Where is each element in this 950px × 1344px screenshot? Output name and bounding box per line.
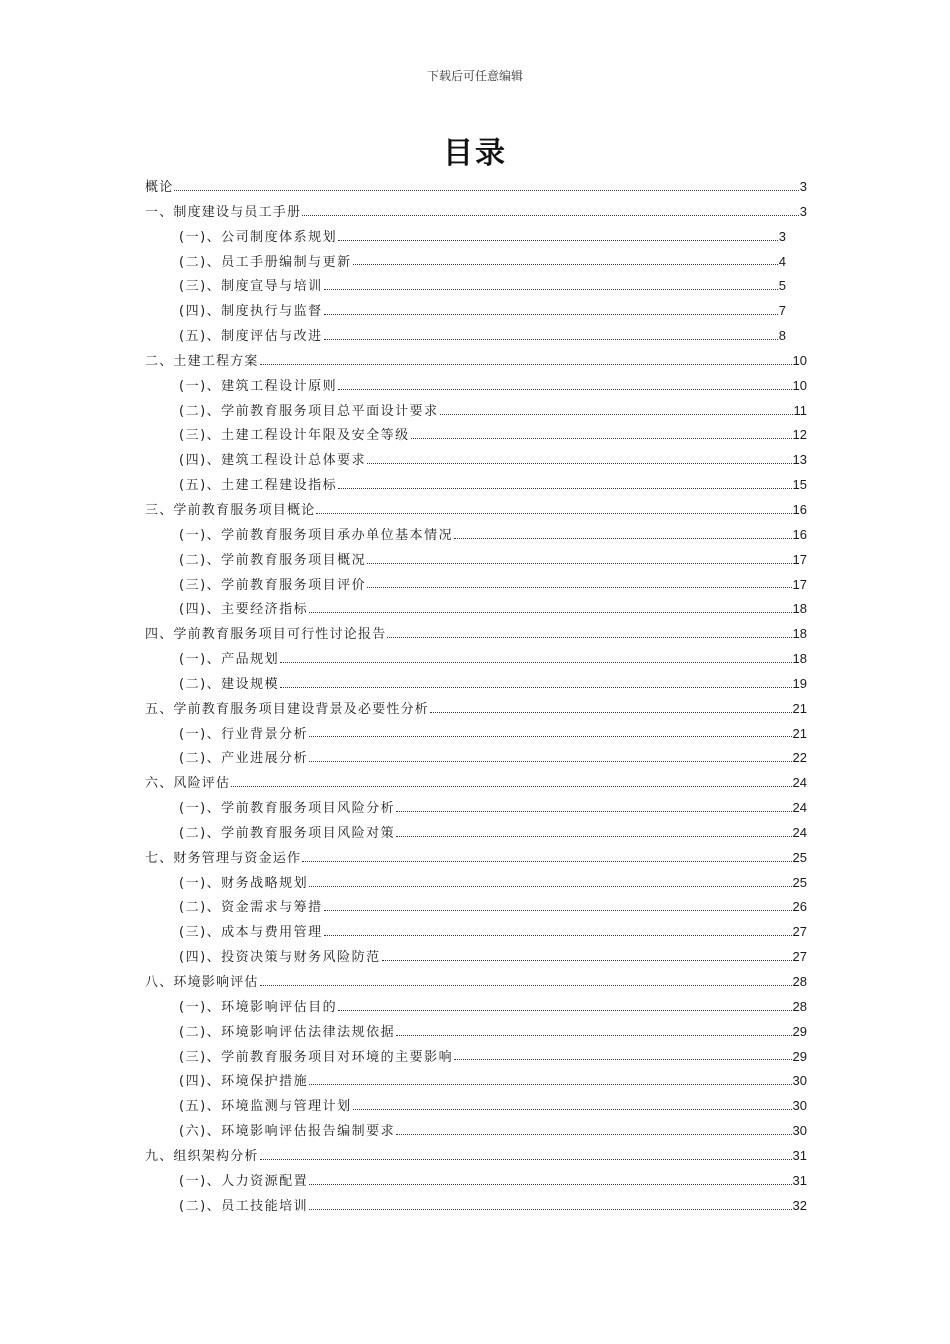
toc-entry-label: (五)、土建工程建设指标 [179, 478, 338, 494]
toc-entry-label: (二)、产业进展分析 [179, 751, 309, 767]
toc-entry-page: 3 [799, 203, 807, 219]
toc-entry[interactable] [145, 523, 807, 548]
toc-entry-label: (二)、学前教育服务项目总平面设计要求 [179, 403, 439, 419]
toc-entry[interactable] [145, 498, 807, 523]
toc-leader-dots [309, 761, 791, 762]
toc-entry-label: (一)、行业背景分析 [179, 726, 309, 742]
toc-leader-dots [411, 438, 792, 439]
toc-leader-dots [280, 662, 791, 663]
toc-entry-label: (一)、学前教育服务项目风险分析 [179, 801, 396, 817]
toc-entry-label: (一)、公司制度体系规划 [179, 229, 338, 245]
toc-entry-label: (二)、资金需求与筹措 [179, 900, 323, 916]
toc-entry-label: (二)、学前教育服务项目概况 [179, 552, 367, 568]
toc-entry[interactable] [145, 423, 807, 448]
toc-entry-page: 24 [792, 800, 807, 816]
toc-entry-label: (六)、环境影响评估报告编制要求 [179, 1124, 396, 1140]
toc-entry-page: 30 [792, 1073, 807, 1089]
toc-leader-dots [174, 190, 798, 191]
toc-entry[interactable] [145, 1069, 807, 1094]
header-note: 下载后可任意编辑 [426, 69, 523, 83]
toc-entry[interactable] [145, 1194, 807, 1219]
toc-entry[interactable] [145, 274, 807, 299]
toc-entry-label: (一)、环境影响评估目的 [179, 999, 338, 1015]
toc-entry[interactable] [145, 672, 807, 697]
toc-entry[interactable] [145, 175, 807, 200]
toc-entry[interactable] [145, 250, 807, 275]
toc-entry[interactable] [145, 697, 807, 722]
toc-leader-dots [309, 1184, 791, 1185]
toc-entry-label: 六、风险评估 [145, 776, 231, 792]
toc-leader-dots [324, 339, 778, 340]
toc-entry-page: 31 [792, 1147, 807, 1163]
toc-entry[interactable] [145, 1045, 807, 1070]
toc-leader-dots [309, 736, 791, 737]
toc-entry[interactable] [145, 622, 807, 647]
toc-entry-page: 25 [792, 874, 807, 890]
toc-leader-dots [367, 587, 791, 588]
toc-leader-dots [231, 786, 791, 787]
toc-leader-dots [324, 289, 778, 290]
toc-entry[interactable] [145, 920, 807, 945]
toc-entry-page: 7 [778, 303, 786, 319]
toc-leader-dots [338, 389, 791, 390]
toc-entry[interactable] [145, 995, 807, 1020]
toc-title: 目录 [443, 136, 507, 171]
toc-entry-label: (三)、制度宣导与培训 [179, 279, 323, 295]
toc-entry[interactable] [145, 473, 807, 498]
toc-entry-page: 21 [792, 700, 807, 716]
toc-entry[interactable] [145, 399, 807, 424]
toc-leader-dots [396, 811, 791, 812]
toc-entry-page: 21 [792, 725, 807, 741]
toc-entry-label: 九、组织架构分析 [145, 1148, 259, 1164]
toc-entry-label: (一)、学前教育服务项目承办单位基本情况 [179, 527, 454, 543]
toc-leader-dots [280, 687, 791, 688]
toc-entry-page: 5 [778, 278, 786, 294]
toc-entry[interactable] [145, 200, 807, 225]
table-of-contents [145, 175, 807, 1218]
toc-leader-dots [367, 563, 791, 564]
toc-entry-label: (二)、建设规模 [179, 676, 280, 692]
toc-entry-page: 17 [792, 551, 807, 567]
toc-leader-dots [309, 1084, 791, 1085]
toc-entry-label: (二)、环境影响评估法律法规依据 [179, 1024, 396, 1040]
toc-leader-dots [382, 960, 792, 961]
toc-entry[interactable] [145, 796, 807, 821]
toc-entry-label: 八、环境影响评估 [145, 975, 259, 990]
toc-entry-label: (一)、人力资源配置 [179, 1173, 309, 1189]
toc-entry[interactable] [145, 225, 807, 250]
toc-entry-label: (三)、成本与费用管理 [179, 925, 323, 941]
toc-entry[interactable] [145, 299, 807, 324]
toc-entry-page: 13 [792, 452, 807, 468]
toc-entry-label: 概论 [145, 180, 174, 195]
toc-entry-page: 29 [792, 1023, 807, 1039]
toc-entry-page: 32 [792, 1197, 807, 1213]
toc-entry-page: 4 [778, 253, 786, 269]
toc-leader-dots [324, 910, 792, 911]
toc-leader-dots [309, 612, 791, 613]
toc-entry[interactable] [145, 722, 807, 747]
toc-entry-label: (二)、员工技能培训 [179, 1198, 309, 1214]
toc-entry-page: 10 [792, 352, 807, 368]
toc-entry-label: (四)、投资决策与财务风险防范 [179, 950, 381, 966]
toc-leader-dots [387, 637, 791, 638]
toc-entry[interactable] [145, 895, 807, 920]
toc-leader-dots [353, 264, 778, 265]
toc-entry-page: 10 [792, 377, 807, 393]
toc-leader-dots [338, 488, 791, 489]
toc-leader-dots [440, 414, 793, 415]
toc-entry-page: 22 [792, 750, 807, 766]
toc-leader-dots [260, 985, 792, 986]
toc-entry[interactable] [145, 1020, 807, 1045]
toc-leader-dots [338, 240, 778, 241]
toc-leader-dots [302, 215, 799, 216]
toc-entry-page: 29 [792, 1048, 807, 1064]
toc-entry-label: (一)、财务战略规划 [179, 875, 309, 891]
toc-leader-dots [338, 1010, 791, 1011]
toc-entry-label: 四、学前教育服务项目可行性讨论报告 [145, 627, 387, 643]
toc-entry[interactable] [145, 548, 807, 573]
toc-entry[interactable] [145, 846, 807, 871]
toc-entry-label: (二)、学前教育服务项目风险对策 [179, 825, 396, 841]
toc-entry-page: 11 [793, 402, 807, 418]
toc-entry[interactable] [145, 573, 807, 598]
toc-entry-page: 16 [792, 501, 807, 517]
toc-leader-dots [309, 886, 791, 887]
toc-entry-label: 二、土建工程方案 [145, 353, 259, 369]
toc-entry-page: 27 [792, 924, 807, 940]
toc-leader-dots [430, 712, 792, 713]
toc-entry[interactable] [145, 324, 807, 349]
toc-entry-page: 17 [792, 576, 807, 592]
toc-entry-page: 27 [792, 949, 807, 965]
toc-leader-dots [454, 1059, 791, 1060]
toc-entry[interactable] [145, 597, 807, 622]
toc-entry[interactable] [145, 970, 807, 995]
toc-entry-label: (一)、建筑工程设计原则 [179, 378, 338, 394]
toc-entry-page: 18 [792, 651, 807, 667]
toc-entry-page: 30 [792, 1123, 807, 1139]
toc-leader-dots [454, 538, 791, 539]
toc-entry-page: 18 [792, 601, 807, 617]
toc-leader-dots [396, 1035, 791, 1036]
toc-leader-dots [396, 836, 791, 837]
toc-entry-page: 30 [792, 1098, 807, 1114]
toc-entry[interactable] [145, 374, 807, 399]
toc-entry[interactable] [145, 647, 807, 672]
toc-entry-label: (三)、学前教育服务项目对环境的主要影响 [179, 1049, 454, 1065]
toc-entry-page: 16 [792, 526, 807, 542]
toc-entry-page: 24 [792, 824, 807, 840]
toc-entry-label: (一)、产品规划 [179, 652, 280, 668]
toc-entry[interactable] [145, 771, 807, 796]
toc-leader-dots [324, 935, 792, 936]
toc-leader-dots [316, 513, 791, 514]
toc-entry[interactable] [145, 746, 807, 771]
toc-entry[interactable] [145, 1169, 807, 1194]
toc-leader-dots [353, 1109, 792, 1110]
toc-entry-page: 8 [778, 328, 786, 344]
toc-entry-page: 15 [792, 477, 807, 493]
toc-entry-page: 12 [792, 427, 807, 443]
toc-leader-dots [260, 364, 792, 365]
toc-leader-dots [260, 1159, 792, 1160]
toc-entry-label: (四)、主要经济指标 [179, 602, 309, 618]
toc-entry-page: 28 [792, 998, 807, 1014]
toc-entry-page: 26 [792, 899, 807, 915]
toc-entry[interactable] [145, 1094, 807, 1119]
toc-entry-label: (四)、建筑工程设计总体要求 [179, 453, 367, 469]
toc-entry-label: 五、学前教育服务项目建设背景及必要性分析 [145, 701, 430, 717]
toc-entry-label: (三)、学前教育服务项目评价 [179, 577, 367, 593]
toc-leader-dots [324, 314, 778, 315]
toc-entry-page: 3 [799, 179, 807, 194]
toc-entry[interactable] [145, 1144, 807, 1169]
toc-entry-label: 一、制度建设与员工手册 [145, 204, 302, 220]
toc-entry-page: 25 [792, 849, 807, 865]
toc-entry[interactable] [145, 821, 807, 846]
toc-entry-label: 七、财务管理与资金运作 [145, 850, 302, 866]
toc-entry-page: 3 [778, 228, 786, 244]
toc-entry-page: 19 [792, 675, 807, 691]
toc-entry[interactable] [145, 871, 807, 896]
toc-entry-label: (五)、制度评估与改进 [179, 329, 323, 345]
toc-entry-page: 28 [792, 974, 807, 989]
toc-entry-label: 三、学前教育服务项目概论 [145, 502, 316, 518]
toc-entry-label: (五)、环境监测与管理计划 [179, 1099, 352, 1115]
toc-leader-dots [367, 463, 791, 464]
toc-leader-dots [302, 861, 791, 862]
toc-entry-label: (四)、制度执行与监督 [179, 304, 323, 320]
toc-entry[interactable] [145, 1119, 807, 1144]
toc-entry-page: 24 [792, 775, 807, 791]
toc-entry-label: (四)、环境保护措施 [179, 1074, 309, 1090]
toc-entry-page: 18 [792, 626, 807, 642]
toc-entry[interactable] [145, 945, 807, 970]
toc-entry-page: 31 [792, 1172, 807, 1188]
toc-entry[interactable] [145, 448, 807, 473]
toc-leader-dots [309, 1209, 791, 1210]
toc-entry-label: (二)、员工手册编制与更新 [179, 254, 352, 270]
toc-entry-label: (三)、土建工程设计年限及安全等级 [179, 428, 410, 444]
toc-entry[interactable] [145, 349, 807, 374]
toc-leader-dots [396, 1134, 791, 1135]
